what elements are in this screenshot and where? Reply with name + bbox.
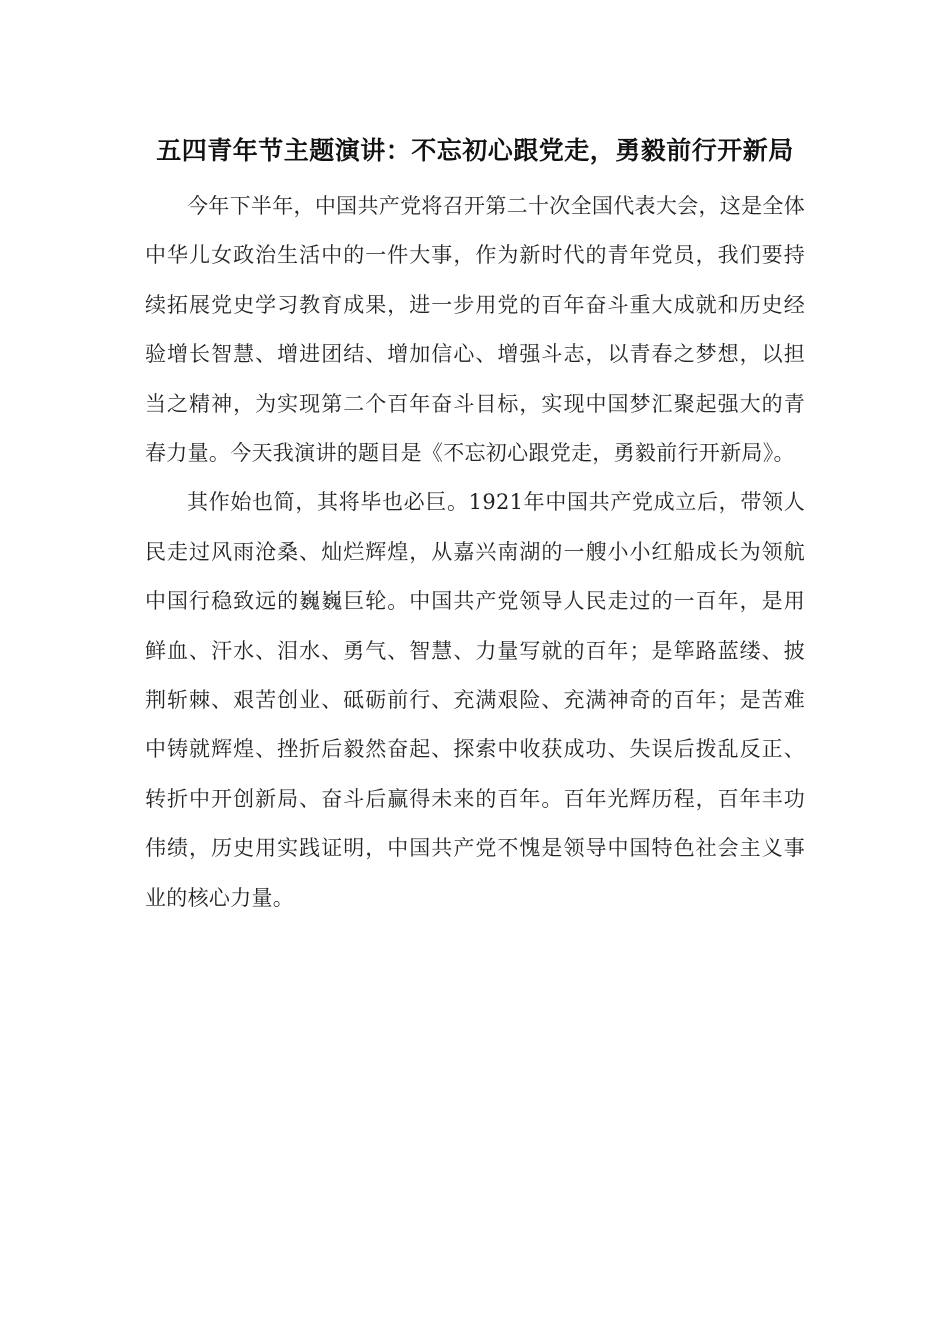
- paragraph-2: 其作始也简，其将毕也必巨。1921年中国共产党成立后，带领人民走过风雨沧桑、灿烂辉煌，从嘉兴南湖的一艘小小红船成长为领航中国行稳致远的巍巍巨轮。中国共产党领导人民走过的一百年，是用鲜血、汗水、泪水、勇气、智慧、力量写就的百年；是筚路蓝缕、披荆斩棘、艰苦创业、砥砺前行、充满艰险、充满神奇的百年；是苦难中铸就辉煌、挫折后毅然奋起、探索中收获成功、失误后拨乱反正、转折中开创新局、奋斗后赢得未来的百年。百年光辉历程，百年丰功伟绩，历史用实践证明，中国共产党不愧是领导中国特色社会主义事业的核心力量。: [145, 490, 805, 910]
- document-title: 五四青年节主题演讲：不忘初心跟党走，勇毅前行开新局: [156, 136, 794, 165]
- paragraph-1: 今年下半年，中国共产党将召开第二十次全国代表大会，这是全体中华儿女政治生活中的一件大事，作为新时代的青年党员，我们要持续拓展党史学习教育成果，进一步用党的百年奋斗重大成就和历史经验增长智慧、增进团结、增加信心、增强斗志，以青春之梦想，以担当之精神，为实现第二个百年奋斗目标，实现中国梦汇聚起强大的青春力量。今天我演讲的题目是《不忘初心跟党走，勇毅前行开新局》。: [145, 194, 805, 466]
- document-body: [145, 182, 805, 923]
